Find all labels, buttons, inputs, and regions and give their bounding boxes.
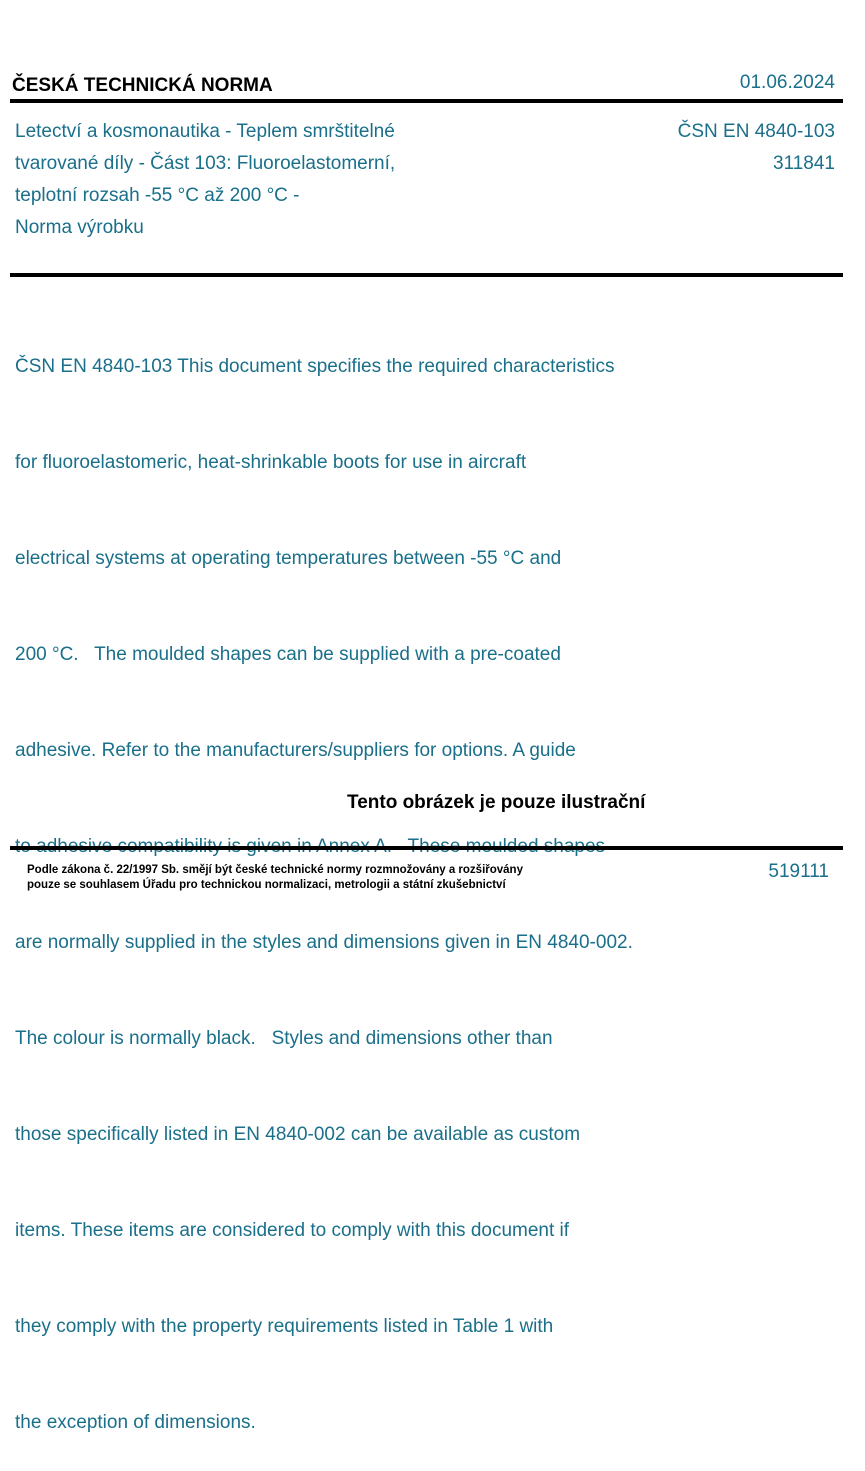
description-line: 200 °C. The moulded shapes can be supplied with a pre-coated bbox=[15, 644, 561, 665]
classification-number: 311841 bbox=[773, 153, 835, 174]
description-line: the exception of dimensions. bbox=[15, 1412, 256, 1433]
description-line: for fluoroelastomeric, heat-shrinkable boots for use in aircraft bbox=[15, 452, 527, 473]
standard-title bbox=[15, 116, 485, 244]
illustration-notice: Tento obrázek je pouze ilustrační bbox=[347, 792, 646, 813]
description-line: those specifically listed in EN 4840-002 can be available as custom bbox=[15, 1124, 581, 1145]
legal-notice bbox=[27, 863, 523, 893]
description-line: electrical systems at operating temperatures between -55 °C and bbox=[15, 548, 562, 569]
description-line: are normally supplied in the styles and dimensions given in EN 4840-002. bbox=[15, 932, 633, 953]
description-line: ČSN EN 4840-103 This document specifies the required characteristics bbox=[15, 356, 615, 377]
header-rule bbox=[10, 99, 843, 103]
legal-line: Podle zákona č. 22/1997 Sb. smějí být české technické normy rozmnožovány a rozšiřovány bbox=[27, 864, 523, 876]
description-line: items. These items are considered to comply with this document if bbox=[15, 1220, 570, 1241]
title-line: Norma výrobku bbox=[15, 217, 144, 238]
description-line: they comply with the property requirements listed in Table 1 with bbox=[15, 1316, 554, 1337]
description-line: The colour is normally black. Styles and dimensions other than bbox=[15, 1028, 553, 1049]
publication-date: 01.06.2024 bbox=[739, 72, 835, 93]
title-line: Letectví a kosmonautika - Teplem smrštitelné bbox=[15, 121, 395, 142]
document-number: 519111 bbox=[768, 861, 829, 882]
standard-codes bbox=[678, 116, 835, 180]
title-line: teplotní rozsah -55 °C až 200 °C - bbox=[15, 185, 300, 206]
title-rule bbox=[10, 273, 843, 277]
standard-type-heading: ČESKÁ TECHNICKÁ NORMA bbox=[12, 75, 273, 96]
legal-line: pouze se souhlasem Úřadu pro technickou normalizaci, metrologii a státní zkušebnictví bbox=[27, 879, 506, 891]
description-line: adhesive. Refer to the manufacturers/suppliers for options. A guide bbox=[15, 740, 576, 761]
title-line: tvarované díly - Část 103: Fluoroelastomerní, bbox=[15, 153, 396, 174]
footer-rule bbox=[10, 846, 843, 850]
standard-code: ČSN EN 4840-103 bbox=[677, 121, 835, 142]
